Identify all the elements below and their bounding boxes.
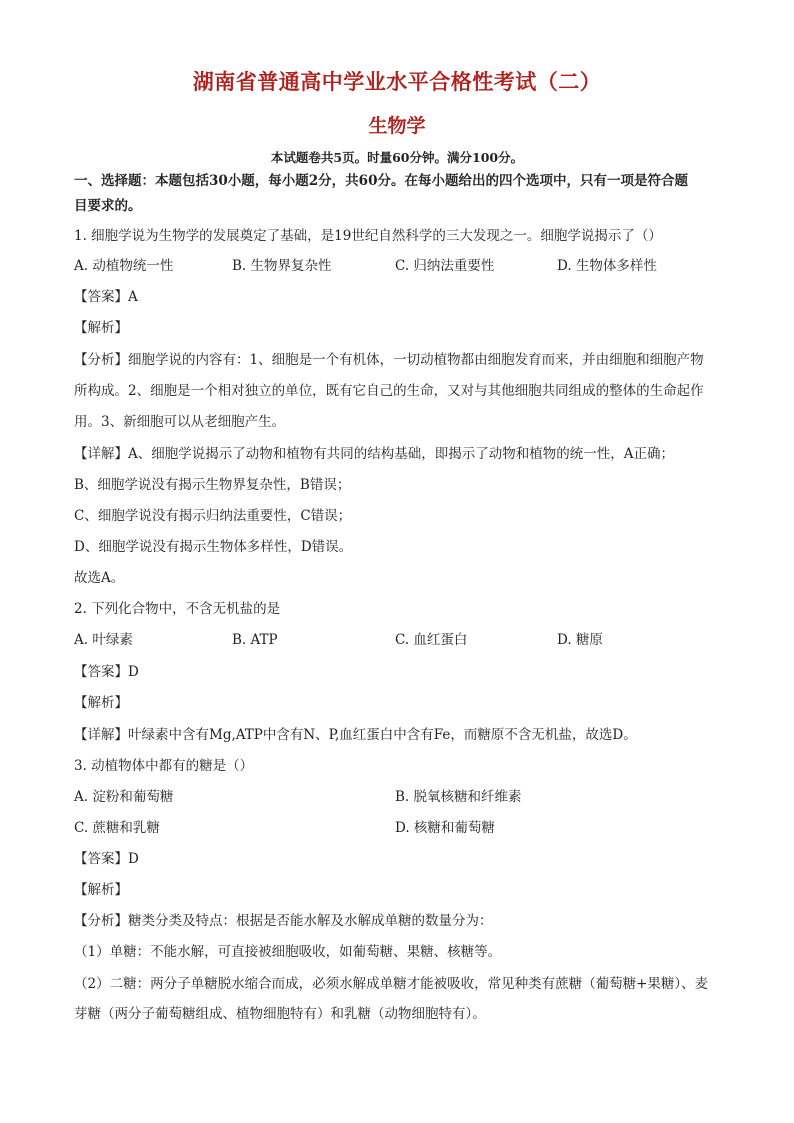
exam-title: 湖南省普通高中学业水平合格性考试（二） <box>192 69 602 94</box>
q2-option-b: B. ATP <box>232 632 278 648</box>
exam-info: 本试题卷共5页。时量60分钟。满分100分。 <box>270 150 524 165</box>
q1-detail-line: C、细胞学说没有揭示归纳法重要性，C错误； <box>74 508 352 524</box>
q3-point-1: （1）单糖：不能水解，可直接被细胞吸收，如葡萄糖、果糖、核糖等。 <box>74 944 502 960</box>
q1-analysis-line: 用。3、新细胞可以从老细胞产生。 <box>74 414 286 430</box>
q2-option-d: D. 糖原 <box>557 632 603 648</box>
q3-point-2-cont: 芽糖（两分子葡萄糖组成、植物细胞特有）和乳糖（动物细胞特有）。 <box>74 1006 486 1022</box>
q3-jiexi-label: 【解析】 <box>74 882 128 898</box>
q1-jiexi-label: 【解析】 <box>74 320 128 336</box>
q1-detail-line: D、细胞学说没有揭示生物体多样性，D错误。 <box>74 539 353 555</box>
q3-option-c: C. 蔗糖和乳糖 <box>74 820 160 836</box>
q3-option-d: D. 核糖和葡萄糖 <box>395 820 495 836</box>
q1-detail-line: B、细胞学说没有揭示生物界复杂性，B错误； <box>74 477 351 493</box>
q1-analysis-line: 所构成。2、细胞是一个相对独立的单位，既有它自己的生命，又对与其他细胞共同组成的整体的生命起作 <box>74 383 704 399</box>
section-heading-cont: 目要求的。 <box>74 198 142 214</box>
q1-option-a: A. 动植物统一性 <box>74 258 174 274</box>
q2-jiexi-label: 【解析】 <box>74 695 128 711</box>
q1-conclusion: 故选A。 <box>74 570 125 586</box>
section-heading: 一、选择题：本题包括30小题，每小题2分，共60分。在每小题给出的四个选项中，只有一项是符合题 <box>74 173 688 189</box>
q3-point-2: （2）二糖：两分子单糖脱水缩合而成，必须水解成单糖才能被吸收，常见种类有蔗糖（葡萄糖+果糖）、麦 <box>74 976 709 992</box>
q1-option-c: C. 归纳法重要性 <box>395 258 495 274</box>
question-2-stem: 2. 下列化合物中，不含无机盐的是 <box>74 601 281 617</box>
q3-option-b: B. 脱氧核糖和纤维素 <box>395 789 522 805</box>
q2-answer: 【答案】D <box>74 664 139 680</box>
question-1-stem: 1. 细胞学说为生物学的发展奠定了基础，是19世纪自然科学的三大发现之一。细胞学说揭示了（） <box>74 228 662 244</box>
q1-option-d: D. 生物体多样性 <box>557 258 657 274</box>
q3-option-a: A. 淀粉和葡萄糖 <box>74 789 174 805</box>
q1-analysis-line: 【分析】细胞学说的内容有：1、细胞是一个有机体，一切动植物都由细胞发育而来，并由细胞和细胞产物 <box>74 352 704 368</box>
q1-option-b: B. 生物界复杂性 <box>232 258 332 274</box>
q1-answer: 【答案】A <box>74 289 138 305</box>
subject-title: 生物学 <box>368 115 426 137</box>
q3-answer: 【答案】D <box>74 851 139 867</box>
q3-analysis: 【分析】糖类分类及特点：根据是否能水解及水解成单糖的数量分为： <box>74 913 493 929</box>
question-3-stem: 3. 动植物体中都有的糖是（） <box>74 758 254 774</box>
q1-detail-line: 【详解】A、细胞学说揭示了动物和植物有共同的结构基础，即揭示了动物和植物的统一性，A正确； <box>74 446 674 462</box>
q2-option-c: C. 血红蛋白 <box>395 632 468 648</box>
q2-option-a: A. 叶绿素 <box>74 632 133 648</box>
q2-detail: 【详解】叶绿素中含有Mg,ATP中含有N、P,血红蛋白中含有Fe，而糖原不含无机盐，故选D。 <box>74 727 637 743</box>
